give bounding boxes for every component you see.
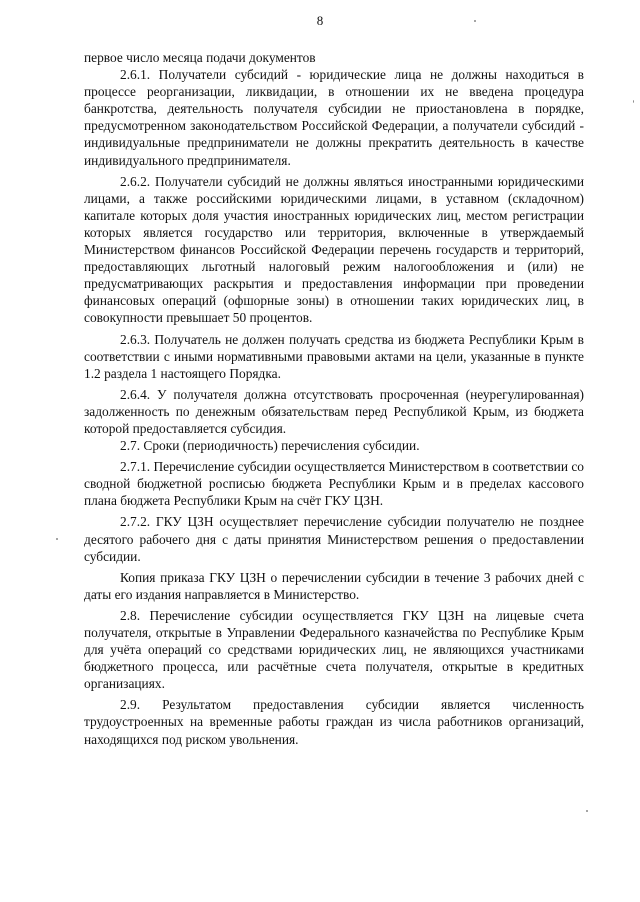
scan-speck — [633, 100, 634, 103]
scan-speck — [586, 810, 588, 812]
paragraph-copy-order: Копия приказа ГКУ ЦЗН о перечислении субсидии в течение 3 рабочих дней с даты его издания направляется в Министерство. — [84, 569, 584, 602]
paragraph-2-6-3: 2.6.3. Получатель не должен получать средства из бюджета Республики Крым в соответствии с иными нормативными правовыми актами на цели, указанные в пункте 1.2 раздела 1 настоящего Порядка. — [84, 331, 584, 381]
paragraph-2-6-2: 2.6.2. Получатели субсидий не должны являться иностранными юридическими лицами, а также российскими юридическими лицами, в уставном (складочном) капитале которых доля участия иностранных юридических лиц, местом регистрации которых является государство или территория, включенные в утверждаемый Министерством финансов Российской Федерации перечень государств и территорий, предоставляющих льготный налоговый режим налогообложения и (или) не предусматривающих раскрытия и предоставления информации при проведении финансовых операций (офшорные зоны) в отношении таких юридических лиц, в совокупности превышает 50 процентов. — [84, 173, 584, 326]
paragraph-2-7-2: 2.7.2. ГКУ ЦЗН осуществляет перечисление субсидии получателю не позднее десятого рабочего дня с даты принятия Министерством решения о предоставлении субсидии. — [84, 514, 584, 564]
paragraph-2-7-1: 2.7.1. Перечисление субсидии осуществляется Министерством в соответствии со сводной бюджетной росписью бюджета Республики Крым и в пределах кассового плана бюджета Республики Крым на счёт ГКУ ЦЗН. — [84, 459, 584, 509]
paragraph-2-6-4: 2.6.4. У получателя должна отсутствовать просроченная (неурегулированная) задолженность по денежным обязательствам перед Республикой Крым, из бюджета которой предоставляется субсидия. — [84, 386, 584, 436]
document-body — [84, 49, 584, 748]
scan-speck — [474, 20, 476, 22]
page-number: 8 — [316, 13, 324, 28]
paragraph-2-9: 2.9. Результатом предоставления субсидии является численность трудоустроенных на временные работы граждан из числа работников организаций, находящихся под риском увольнения. — [84, 697, 584, 747]
paragraph-2-8: 2.8. Перечисление субсидии осуществляется ГКУ ЦЗН на лицевые счета получателя, открытые в Управлении Федерального казначейства по Республике Крым для учёта операций со средствами юридических лиц, не являющихся участниками бюджетного процесса, или расчётные счета получателя, открытые в кредитных организациях. — [84, 607, 584, 692]
scan-speck — [56, 538, 58, 540]
paragraph-2-7: 2.7. Сроки (периодичность) перечисления субсидии. — [120, 438, 420, 454]
paragraph-2-6-1: 2.6.1. Получатели субсидий - юридические лица не должны находиться в процессе реорганизации, ликвидации, в отношении их не введена процедура банкротства, деятельность получателя субсидии не приостановлена в порядке, предусмотренном законодательством Российской Федерации, а получатели субсидий - индивидуальные предприниматели не должны прекратить деятельность в качестве индивидуального предпринимателя. — [84, 67, 584, 168]
paragraph-intro: первое число месяца подачи документов — [84, 50, 316, 65]
